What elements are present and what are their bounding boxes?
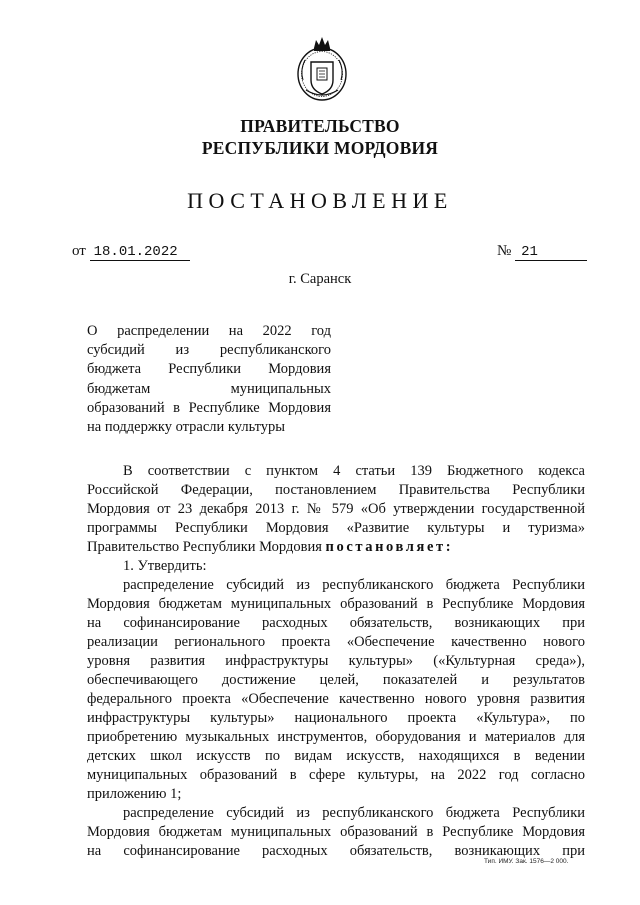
body-line: Российской Федерации, постановлением Правительства Республики	[87, 482, 585, 498]
body-line: реализации регионального проекта «Обеспечение качественно нового	[87, 634, 585, 650]
body-line: на софинансирование расходных обязательств, возникающих при	[87, 843, 585, 859]
body-line: программы Республики Мордовия «Развитие культуры и туризма»	[87, 520, 585, 536]
subject-line: бюджетам муниципальных	[87, 380, 331, 397]
body-line: на софинансирование расходных обязательств, возникающих при	[87, 615, 585, 631]
body-line: В соответствии с пунктом 4 статьи 139 Бюджетного кодекса	[123, 463, 585, 479]
body-line: инфраструктуры культуры» национального проекта «Культура», по	[87, 710, 585, 726]
body-line-text: Правительство Республики Мордовия	[87, 539, 322, 555]
print-footer: Тип. ИМУ. Зак. 1576—2 000.	[484, 858, 569, 865]
body-line	[87, 538, 585, 557]
date-field	[72, 243, 190, 261]
subject-line: бюджета Республики Мордовия	[87, 361, 331, 378]
body-line: Мордовия от 23 декабря 2013 г. № 579 «Об утверждении государственной	[87, 501, 585, 517]
body-line: 1. Утвердить:	[123, 558, 207, 574]
coat-of-arms-icon	[296, 34, 348, 104]
number-field	[497, 243, 587, 261]
government-name-line2: РЕСПУБЛИКИ МОРДОВИЯ	[201, 138, 439, 158]
number-value: 21	[515, 245, 587, 261]
government-name-line1: ПРАВИТЕЛЬСТВО	[240, 116, 400, 136]
body-line: распределение субсидий из республиканского бюджета Республики	[123, 577, 585, 593]
city-label: г. Саранск	[288, 271, 352, 287]
body-line: обеспечивающего достижение целей, показателей и результатов	[87, 672, 585, 688]
body-line: приложению 1;	[87, 786, 182, 802]
document-type-title: ПОСТАНОВЛЕНИЕ	[187, 188, 453, 213]
body-line: уровня развития инфраструктуры культуры» («Культурная среда»),	[87, 653, 585, 669]
subject-line: образований в Республике Мордовия	[87, 399, 331, 416]
body-line: Мордовия бюджетам муниципальных образований в Республике Мордовия	[87, 596, 585, 612]
subject-line: субсидий из республиканского	[87, 342, 331, 359]
body-line: Мордовия бюджетам муниципальных образований в Республике Мордовия	[87, 824, 585, 840]
body-line: приобретению музыкальных инструментов, оборудования и материалов для	[87, 729, 585, 745]
date-prefix: от	[72, 243, 86, 259]
subject-line: на поддержку отрасли культуры	[87, 419, 286, 436]
subject-block	[87, 322, 331, 437]
decree-word: постановляет:	[325, 539, 454, 555]
body-line: федерального проекта «Обеспечение качественно нового уровня развития	[87, 691, 585, 707]
body-text	[87, 462, 585, 861]
body-line: детских школ искусств по видам искусств, находящихся в ведении	[87, 748, 585, 764]
body-line: муниципальных образований в сфере культуры, на 2022 год согласно	[87, 767, 585, 783]
number-prefix: №	[497, 243, 512, 259]
date-value: 18.01.2022	[90, 245, 190, 261]
subject-line: О распределении на 2022 год	[87, 323, 331, 339]
body-line: распределение субсидий из республиканского бюджета Республики	[123, 805, 585, 821]
